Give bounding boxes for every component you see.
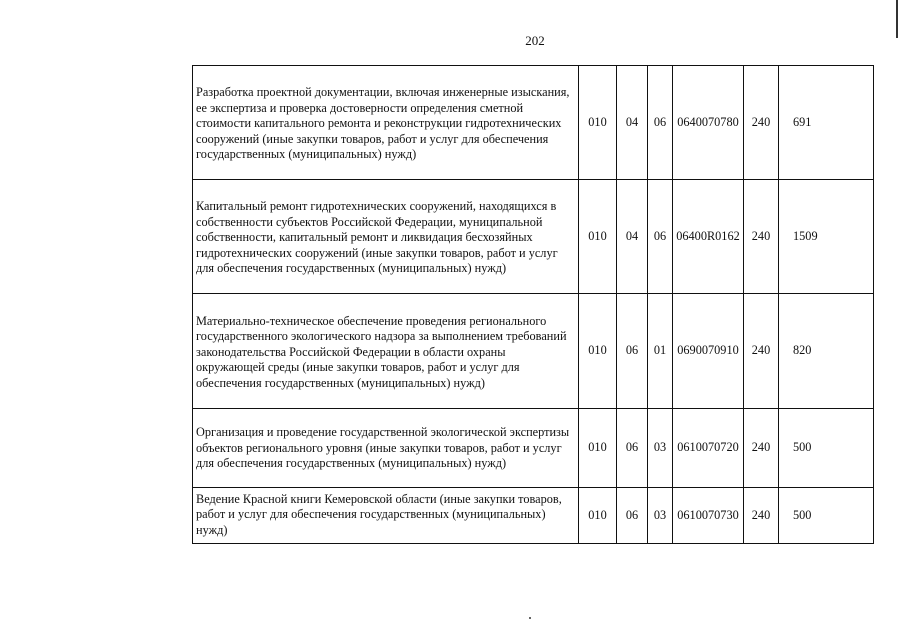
table-row xyxy=(193,294,874,409)
row-description: Разработка проектной документации, включая инженерные изыскания, ее экспертиза и проверка достоверности определения сметной стоимости капитального ремонта и реконструкции гидротехнических сооружений (иные закупки товаров, работ и услуг для обеспечения государственных (муниципальных) нужд) xyxy=(193,66,579,180)
row-description: Ведение Красной книги Кемеровской области (иные закупки товаров, работ и услуг для обеспечения государственных (муниципальных) нужд) xyxy=(193,488,579,544)
table-row xyxy=(193,488,874,544)
ministry-code: 010 xyxy=(579,294,617,409)
section-code: 04 xyxy=(617,180,648,294)
row-description: Материально-техническое обеспечение проведения регионального государственного экологического надзора за выполнением требований законодательства Российской Федерации в области охраны окружающей среды (иные закупки товаров, работ и услуг для обеспечения государственных (муниципальных) нужд) xyxy=(193,294,579,409)
expense-type-code: 240 xyxy=(744,294,779,409)
target-article-code: 0640070780 xyxy=(673,66,744,180)
scan-edge-mark xyxy=(896,0,898,38)
amount-value: 500 xyxy=(779,409,874,488)
section-code: 06 xyxy=(617,409,648,488)
table-row xyxy=(193,180,874,294)
scan-speck xyxy=(529,617,531,619)
expense-type-code: 240 xyxy=(744,488,779,544)
ministry-code: 010 xyxy=(579,180,617,294)
subsection-code: 03 xyxy=(648,409,673,488)
amount-value: 1509 xyxy=(779,180,874,294)
subsection-code: 06 xyxy=(648,180,673,294)
subsection-code: 01 xyxy=(648,294,673,409)
expense-type-code: 240 xyxy=(744,180,779,294)
section-code: 06 xyxy=(617,294,648,409)
ministry-code: 010 xyxy=(579,409,617,488)
subsection-code: 06 xyxy=(648,66,673,180)
row-description: Организация и проведение государственной экологической экспертизы объектов регионального уровня (иные закупки товаров, работ и услуг для обеспечения государственных (муниципальных) нужд) xyxy=(193,409,579,488)
section-code: 06 xyxy=(617,488,648,544)
target-article-code: 0610070720 xyxy=(673,409,744,488)
amount-value: 691 xyxy=(779,66,874,180)
table-row xyxy=(193,66,874,180)
amount-value: 500 xyxy=(779,488,874,544)
target-article-code: 0610070730 xyxy=(673,488,744,544)
page-number: 202 xyxy=(525,33,545,48)
budget-table xyxy=(192,65,874,544)
amount-value: 820 xyxy=(779,294,874,409)
subsection-code: 03 xyxy=(648,488,673,544)
expense-type-code: 240 xyxy=(744,409,779,488)
table-row xyxy=(193,409,874,488)
ministry-code: 010 xyxy=(579,488,617,544)
row-description: Капитальный ремонт гидротехнических сооружений, находящихся в собственности субъектов Российской Федерации, муниципальной собственности, капитальный ремонт и ликвидация бесхозяйных гидротехнических сооружений (иные закупки товаров, работ и услуг для обеспечения государственных (муниципальных) нужд) xyxy=(193,180,579,294)
target-article-code: 06400R0162 xyxy=(673,180,744,294)
ministry-code: 010 xyxy=(579,66,617,180)
target-article-code: 0690070910 xyxy=(673,294,744,409)
expense-type-code: 240 xyxy=(744,66,779,180)
section-code: 04 xyxy=(617,66,648,180)
